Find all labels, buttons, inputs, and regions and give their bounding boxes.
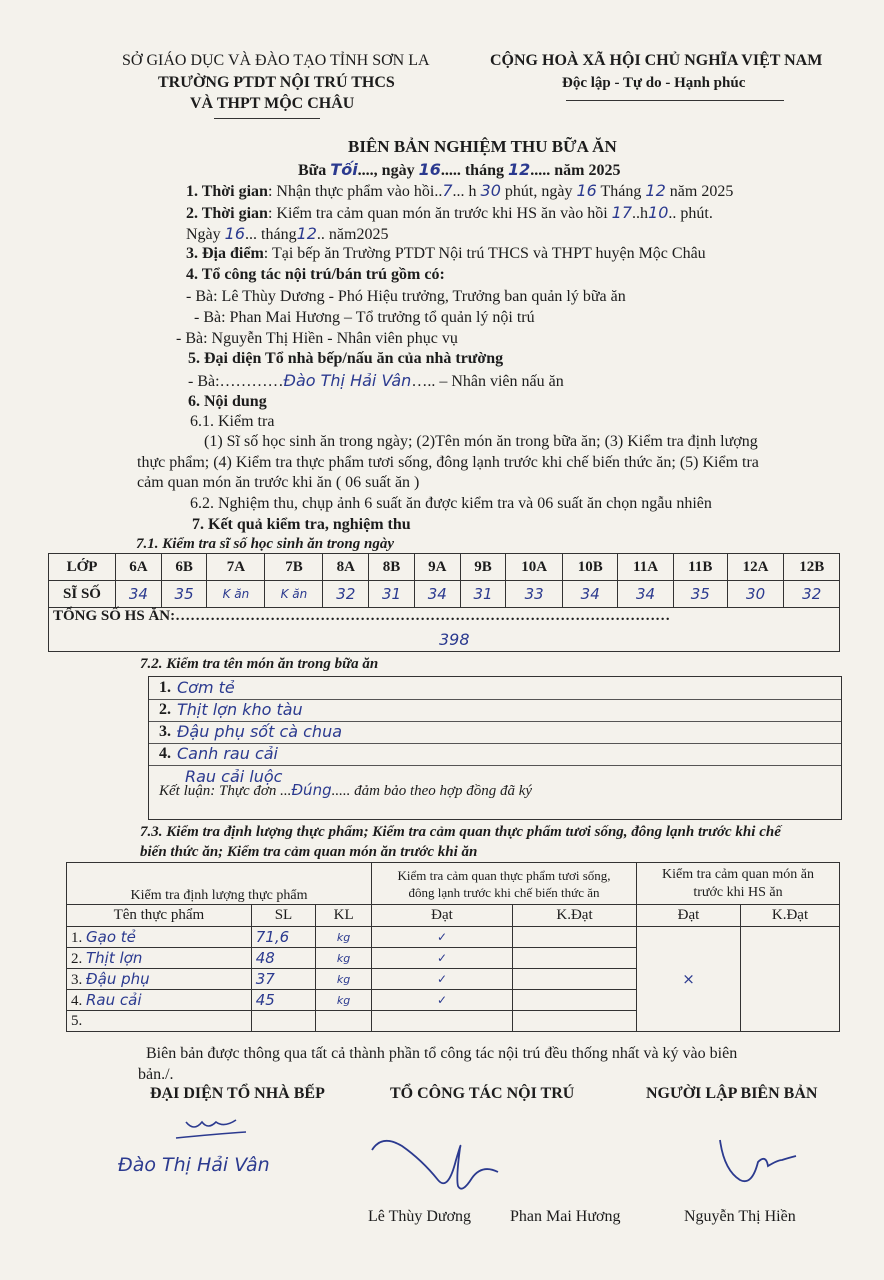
- count-cell: 34: [563, 581, 618, 608]
- dish-name: Rau cải luộc: [185, 767, 283, 786]
- time2-hour: 17: [611, 203, 633, 222]
- signer-name-3: Nguyễn Thị Hiền: [684, 1208, 796, 1225]
- dish-name: Cơm tẻ: [177, 678, 235, 697]
- content-7: 7. Kết quả kiểm tra, nghiệm thu: [192, 516, 411, 533]
- count-cell: K ăn: [207, 581, 265, 608]
- time2-day: 16: [224, 224, 246, 243]
- food-num: 4.: [71, 992, 83, 1009]
- s73-title-2: biến thức ăn; Kiểm tra cảm quan món ăn trước khi ăn: [140, 844, 478, 860]
- meal-text-c: ..... tháng: [440, 162, 504, 179]
- food-kl: kg: [316, 990, 372, 1011]
- food-name: Rau cải: [86, 990, 142, 1009]
- count-cell: 35: [161, 581, 207, 608]
- kitchen-signer-title: ĐẠI DIỆN TỔ NHÀ BẾP: [150, 1085, 325, 1102]
- conclusion-b: ..... đảm bảo theo hợp đồng đã ký: [331, 783, 533, 799]
- food-num: 3.: [71, 971, 83, 988]
- s72-title: 7.2. Kiểm tra tên món ăn trong bữa ăn: [140, 656, 379, 672]
- meal-value: Tối: [330, 160, 358, 179]
- class-cell: 11B: [673, 554, 727, 581]
- conclusion-a: Kết luận: Thực đơn ...: [159, 783, 292, 799]
- count-cell: 31: [369, 581, 415, 608]
- food-sl: 45: [251, 990, 315, 1011]
- head-dish-1: Kiểm tra cảm quan món ăn: [661, 866, 814, 882]
- count-cell: 33: [506, 581, 563, 608]
- content-label: 6. Nội dung: [188, 393, 267, 410]
- dish-num: 3.: [159, 723, 171, 740]
- kitchen-b: ….. – Nhân viên nấu ăn: [411, 373, 564, 390]
- count-cell: 30: [727, 581, 784, 608]
- meal-text-a: Bữa: [298, 162, 327, 179]
- time1-e: năm 2025: [665, 183, 734, 200]
- food-sl: 37: [251, 969, 315, 990]
- kitchen-label: 5. Đại diện Tổ nhà bếp/nấu ăn của nhà trường: [188, 350, 504, 367]
- time1-day: 16: [576, 181, 597, 200]
- content-62: 6.2. Nghiệm thu, chụp ảnh 6 suất ăn được kiểm tra và 06 suất ăn chọn ngẫu nhiên: [190, 495, 712, 512]
- time2-month: 12: [296, 224, 317, 243]
- col-fail2: K.Đạt: [741, 905, 840, 927]
- total-label: TỔNG SỐ HS ĂN:………………………………………………………………………………………: [53, 608, 671, 624]
- closing-line-1: Biên bản được thông qua tất cả thành phần tổ công tác nội trú đều thống nhất và ký vào biên: [146, 1045, 738, 1062]
- count-cell: K ăn: [265, 581, 323, 608]
- time1-b: ... h: [452, 183, 477, 200]
- food-pass: ✓: [372, 927, 513, 948]
- time1-label: 1. Thời gian: [186, 183, 268, 200]
- food-name: Gạo tẻ: [86, 927, 136, 946]
- doc-title: BIÊN BẢN NGHIỆM THU BỮA ĂN: [348, 137, 617, 156]
- dish-pass-cell: ×: [637, 927, 741, 1032]
- writer-signature: [720, 1140, 796, 1181]
- food-pass: ✓: [372, 990, 513, 1011]
- place-label: 3. Địa điểm: [186, 245, 264, 262]
- class-cell: 8A: [323, 554, 369, 581]
- committee-member-2: - Bà: Phan Mai Hương – Tổ trưởng tổ quản lý nội trú: [194, 309, 535, 326]
- committee-signature: [372, 1141, 498, 1189]
- food-kl: kg: [316, 969, 372, 990]
- time2-f: .. năm2025: [316, 226, 389, 243]
- motto: Độc lập - Tự do - Hạnh phúc: [562, 75, 746, 91]
- time2-minute: 10: [648, 203, 669, 222]
- writer-signer-title: NGƯỜI LẬP BIÊN BẢN: [646, 1085, 818, 1102]
- count-cell: 34: [116, 581, 162, 608]
- food-kl: kg: [316, 948, 372, 969]
- time2-label: 2. Thời gian: [186, 205, 268, 222]
- committee-member-1: - Bà: Lê Thùy Dương - Phó Hiệu trưởng, Trưởng ban quản lý bữa ăn: [186, 288, 626, 305]
- food-pass: ✓: [372, 969, 513, 990]
- col-kl: KL: [316, 905, 372, 927]
- s71-title: 7.1. Kiểm tra sĩ số học sinh ăn trong ngày: [136, 536, 394, 552]
- time2-a: : Kiểm tra cảm quan món ăn trước khi HS ăn vào hồi: [267, 205, 612, 222]
- time1-hour: 7: [442, 181, 453, 200]
- time1-c: phút, ngày: [500, 183, 573, 200]
- school-name-line1: TRƯỜNG PTDT NỘI TRÚ THCS: [158, 74, 395, 91]
- time2-d: Ngày: [186, 226, 221, 243]
- class-cell: 7B: [265, 554, 323, 581]
- kitchen-signature-stroke: [176, 1132, 246, 1138]
- food-num: 5.: [71, 1012, 83, 1029]
- meal-month: 12: [507, 160, 531, 179]
- kitchen-a: - Bà:…………: [188, 373, 284, 390]
- dish-num: 2.: [159, 701, 171, 718]
- class-cell: 10A: [506, 554, 563, 581]
- food-num: 1.: [71, 929, 83, 946]
- time1-a: : Nhận thực phẩm vào hồi..: [267, 183, 443, 200]
- time2-c: .. phút.: [668, 205, 713, 222]
- conclusion-value: Đúng: [291, 781, 332, 799]
- count-cell: 31: [460, 581, 506, 608]
- dish-name: Canh rau cải: [177, 744, 278, 763]
- head-fresh-1: Kiểm tra cảm quan thực phẩm tươi sống,: [397, 867, 611, 883]
- food-sl: 48: [251, 948, 315, 969]
- dish-name: Đậu phụ sốt cà chua: [177, 722, 343, 741]
- meal-text-d: ..... năm 2025: [530, 162, 621, 179]
- class-cell: 9A: [414, 554, 460, 581]
- class-cell: 8B: [369, 554, 415, 581]
- content-p2: thực phẩm; (4) Kiểm tra thực phẩm tươi sống, đông lạnh trước khi chế biến thức ăn; (5) Kiểm tra: [137, 454, 759, 471]
- class-row-label: LỚP: [49, 554, 116, 581]
- place-text: : Tại bếp ăn Trường PTDT Nội trú THCS và THPT huyện Mộc Châu: [263, 245, 706, 262]
- class-cell: 12B: [784, 554, 840, 581]
- time1-minute: 30: [480, 181, 501, 200]
- class-cell: 10B: [563, 554, 618, 581]
- class-cell: 7A: [207, 554, 265, 581]
- food-name: Thịt lợn: [86, 948, 143, 967]
- class-cell: 11A: [618, 554, 673, 581]
- col-pass2: Đạt: [637, 905, 741, 927]
- food-name: Đậu phụ: [86, 969, 150, 988]
- count-cell: 32: [323, 581, 369, 608]
- class-cell: 6A: [116, 554, 162, 581]
- content-61: 6.1. Kiểm tra: [190, 413, 275, 430]
- dish-num: 1.: [159, 679, 171, 696]
- content-p1: (1) Sĩ số học sinh ăn trong ngày; (2)Tên món ăn trong bữa ăn; (3) Kiểm tra định lượng: [204, 433, 758, 450]
- col-pass: Đạt: [372, 905, 513, 927]
- col-name: Tên thực phẩm: [67, 905, 252, 927]
- food-pass: ✓: [372, 948, 513, 969]
- class-cell: 12A: [727, 554, 784, 581]
- kitchen-signer-name: Đào Thị Hải Vân: [118, 1154, 270, 1176]
- col-fail: K.Đạt: [513, 905, 637, 927]
- time1-month: 12: [645, 181, 666, 200]
- count-cell: 35: [673, 581, 727, 608]
- head-quant: Kiểm tra định lượng thực phẩm: [67, 863, 372, 905]
- head-dish-2: trước khi HS ăn: [693, 884, 783, 900]
- count-row-label: SĨ SỐ: [49, 581, 116, 608]
- time2-e: ... tháng: [245, 226, 297, 243]
- s73-title-1: 7.3. Kiểm tra định lượng thực phẩm; Kiểm tra cảm quan thực phẩm tươi sống, đông lạnh trước khi chế: [140, 824, 781, 840]
- class-cell: 9B: [460, 554, 506, 581]
- food-sl: 71,6: [251, 927, 315, 948]
- school-name-line2: VÀ THPT MỘC CHÂU: [190, 95, 355, 112]
- col-sl: SL: [251, 905, 315, 927]
- food-kl: kg: [316, 927, 372, 948]
- committee-member-3: - Bà: Nguyễn Thị Hiền - Nhân viên phục vụ: [176, 330, 458, 347]
- time1-d: Tháng: [596, 183, 642, 200]
- count-cell: 32: [784, 581, 840, 608]
- total-value: 398: [439, 630, 470, 649]
- signer-name-1: Lê Thùy Dương: [368, 1208, 472, 1225]
- country-name: CỘNG HOÀ XÃ HỘI CHỦ NGHĨA VIỆT NAM: [490, 52, 823, 69]
- committee-signer-title: TỔ CÔNG TÁC NỘI TRÚ: [390, 1085, 575, 1102]
- meal-text-b: ...., ngày: [357, 162, 415, 179]
- signer-name-2: Phan Mai Hương: [510, 1208, 621, 1225]
- closing-line-2: bản./.: [138, 1066, 174, 1083]
- kitchen-initial-signature: [186, 1120, 236, 1127]
- content-p3: cảm quan món ăn trước khi ăn ( 06 suất ăn ): [137, 474, 420, 491]
- food-num: 2.: [71, 950, 83, 967]
- count-cell: 34: [414, 581, 460, 608]
- head-fresh-2: đông lạnh trước khi chế biến thức ăn: [408, 884, 600, 900]
- count-cell: 34: [618, 581, 673, 608]
- meal-day: 16: [418, 160, 441, 179]
- time2-b: ..h: [632, 205, 649, 222]
- dept-name: SỞ GIÁO DỤC VÀ ĐÀO TẠO TỈNH SƠN LA: [122, 52, 430, 69]
- dish-num: 4.: [159, 745, 171, 762]
- dish-name: Thịt lợn kho tàu: [177, 700, 303, 719]
- class-cell: 6B: [161, 554, 207, 581]
- kitchen-name: Đào Thị Hải Vân: [283, 371, 412, 390]
- committee-label: 4. Tổ công tác nội trú/bán trú gồm có:: [186, 266, 445, 283]
